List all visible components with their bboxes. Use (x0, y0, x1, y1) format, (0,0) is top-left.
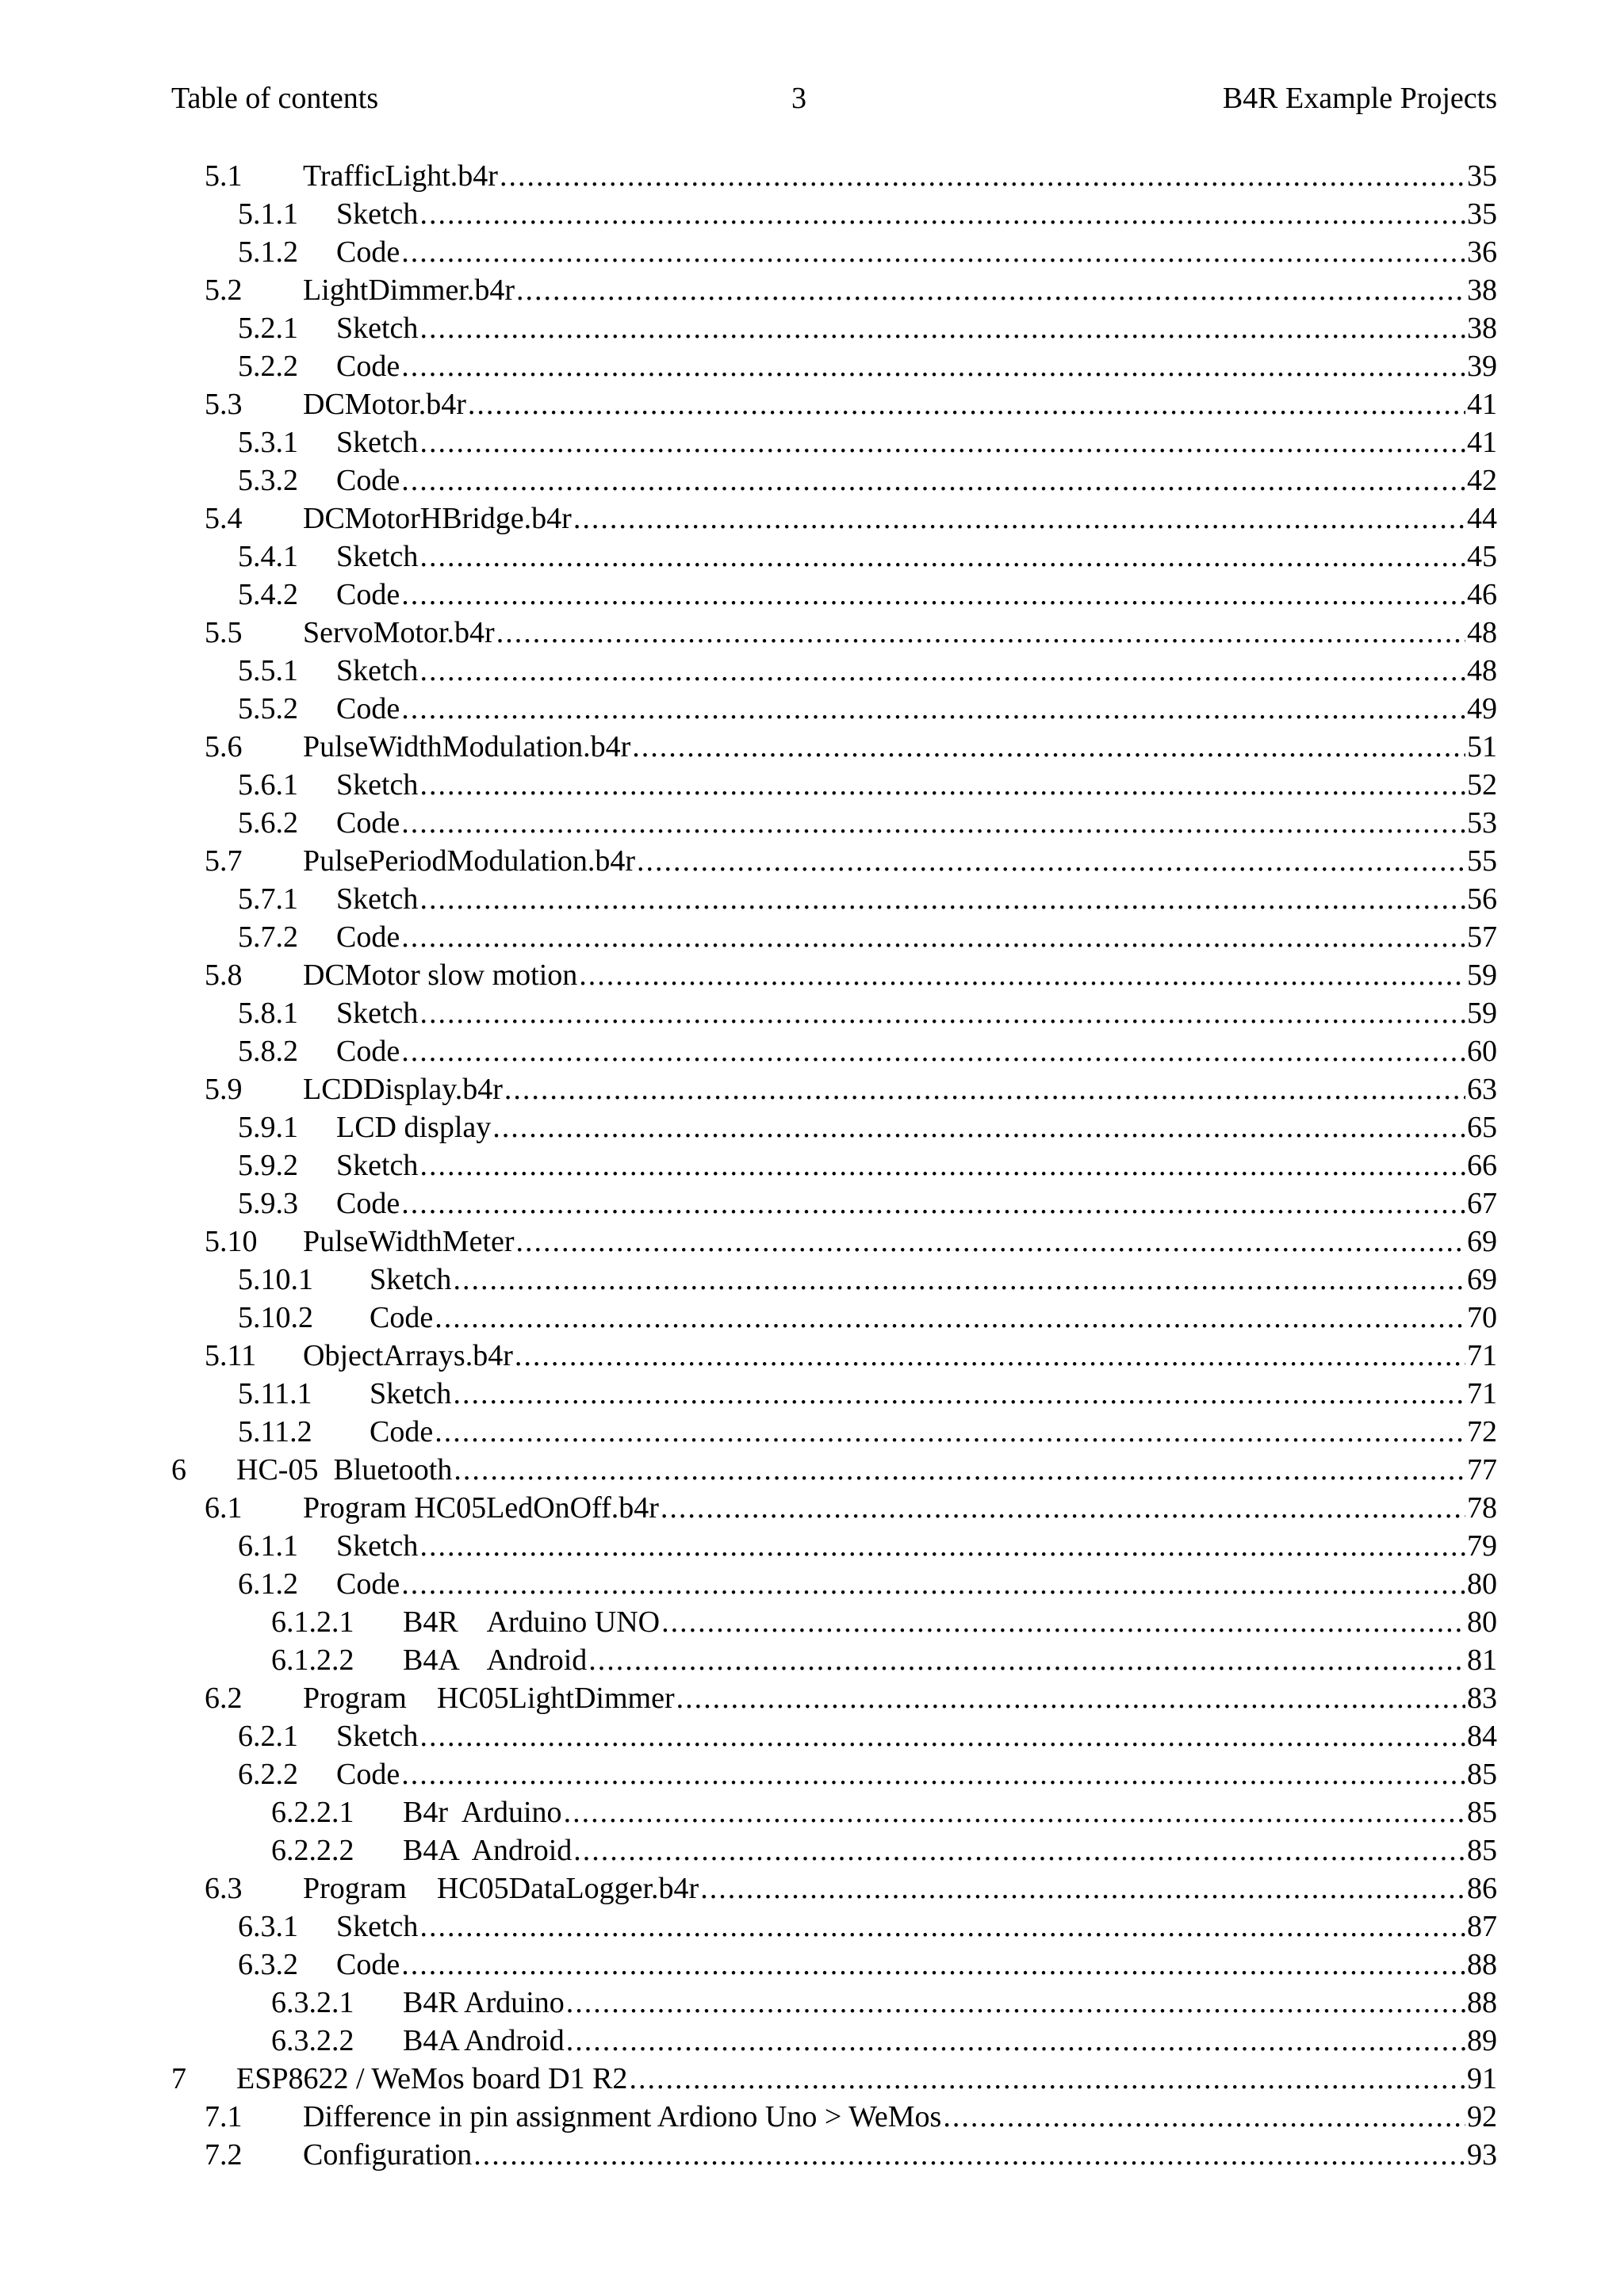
toc-dot-leader (661, 1603, 1465, 1641)
toc-dot-leader (473, 2136, 1465, 2174)
toc-entry[interactable] (171, 1375, 1497, 1413)
header-page-number: 3 (791, 82, 806, 115)
toc-entry-title: Sketch (336, 654, 419, 687)
toc-entry-number: 6.3.2.1 (271, 1986, 354, 2019)
toc-entry-number: 5.5.2 (238, 692, 298, 725)
toc-entry-number: 5.10.2 (238, 1301, 313, 1334)
toc-entry-page: 92 (1467, 2100, 1497, 2133)
toc-entry-number: 5.11.1 (238, 1377, 312, 1410)
toc-dot-leader (419, 766, 1465, 804)
toc-entry-title: Sketch (336, 1910, 419, 1943)
toc-entry-title: Code (336, 1567, 400, 1601)
toc-entry-number: 6.3.2.2 (271, 2024, 354, 2057)
toc-entry[interactable] (171, 956, 1497, 994)
toc-entry[interactable] (171, 576, 1497, 614)
toc-entry[interactable] (171, 994, 1497, 1032)
toc-entry[interactable] (171, 1146, 1497, 1184)
toc-entry[interactable] (171, 1603, 1497, 1641)
toc-dot-leader (419, 423, 1465, 461)
toc-entry[interactable] (171, 1299, 1497, 1337)
toc-entry-page: 80 (1467, 1567, 1497, 1601)
toc-entry-title: Sketch (336, 1720, 419, 1753)
toc-entry-number: 5.3 (205, 388, 243, 421)
toc-entry-page: 88 (1467, 1986, 1497, 2019)
toc-entry[interactable] (171, 1869, 1497, 1908)
toc-entry-number: 5.6.2 (238, 806, 298, 840)
toc-entry-page: 91 (1467, 2062, 1497, 2095)
toc-entry-number: 5.9.1 (238, 1111, 298, 1144)
toc-entry-number: 5.4.1 (238, 540, 298, 573)
toc-entry-title: Code (336, 578, 400, 611)
toc-entry-title: Sketch (370, 1377, 452, 1410)
toc-entry-number: 6.1.2.1 (271, 1605, 354, 1639)
toc-entry-number: 5.2 (205, 274, 243, 307)
toc-entry-page: 83 (1467, 1682, 1497, 1715)
toc-entry[interactable] (171, 1946, 1497, 1984)
toc-entry-number: 5.2.1 (238, 312, 298, 345)
toc-entry-page: 65 (1467, 1111, 1497, 1144)
toc-entry-page: 70 (1467, 1301, 1497, 1334)
toc-entry-page: 49 (1467, 692, 1497, 725)
toc-dot-leader (504, 1070, 1465, 1108)
toc-entry-page: 53 (1467, 806, 1497, 840)
toc-entry-title: Code (336, 464, 400, 497)
toc-dot-leader (573, 1831, 1465, 1869)
toc-entry[interactable] (171, 728, 1497, 766)
toc-entry-number: 5.11.2 (238, 1415, 312, 1448)
toc-entry-title: Code (336, 1187, 400, 1220)
toc-entry-page: 71 (1467, 1339, 1497, 1372)
toc-dot-leader (419, 1717, 1465, 1755)
toc-entry-title: DCMotor.b4r (303, 388, 466, 421)
toc-dot-leader (419, 1527, 1465, 1565)
toc-entry[interactable] (171, 2098, 1497, 2136)
toc-entry[interactable] (171, 1070, 1497, 1108)
toc-dot-leader (573, 499, 1465, 538)
toc-entry-title: DCMotor slow motion (303, 959, 578, 992)
toc-dot-leader (419, 195, 1465, 233)
toc-entry-page: 52 (1467, 768, 1497, 802)
toc-dot-leader (453, 1261, 1465, 1299)
toc-entry[interactable] (171, 347, 1497, 385)
toc-entry[interactable] (171, 1755, 1497, 1793)
toc-entry-page: 85 (1467, 1834, 1497, 1867)
toc-entry-title: Sketch (336, 197, 419, 231)
toc-dot-leader (435, 1299, 1465, 1337)
toc-entry-page: 77 (1467, 1453, 1497, 1487)
toc-entry-number: 5.4.2 (238, 578, 298, 611)
toc-entry-title: Code (336, 1758, 400, 1791)
toc-entry-number: 6.2 (205, 1682, 243, 1715)
toc-entry-number: 5.9.2 (238, 1149, 298, 1182)
toc-entry-page: 41 (1467, 388, 1497, 421)
toc-entry-title: ESP8622 / WeMos board D1 R2 (236, 2062, 628, 2095)
toc-entry-number: 5.6 (205, 730, 243, 763)
toc-entry-title: B4R Arduino (403, 1986, 565, 2019)
toc-entry[interactable] (171, 1489, 1497, 1527)
toc-entry-page: 63 (1467, 1073, 1497, 1106)
toc-entry-number: 6.2.2.1 (271, 1796, 354, 1829)
toc-entry-page: 39 (1467, 350, 1497, 383)
toc-entry-number: 5.9.3 (238, 1187, 298, 1220)
toc-entry[interactable] (171, 652, 1497, 690)
toc-entry[interactable] (171, 233, 1497, 271)
toc-entry-page: 72 (1467, 1415, 1497, 1448)
toc-entry-number: 7.1 (205, 2100, 243, 2133)
toc-entry[interactable] (171, 423, 1497, 461)
toc-dot-leader (943, 2098, 1465, 2136)
toc-entry-number: 6.2.1 (238, 1720, 298, 1753)
toc-entry-title: B4A Android (403, 1644, 588, 1677)
toc-entry[interactable] (171, 842, 1497, 880)
toc-entry-page: 38 (1467, 312, 1497, 345)
toc-dot-leader (566, 2022, 1465, 2060)
toc-dot-leader (419, 1146, 1465, 1184)
toc-entry-title: B4A Android (403, 1834, 573, 1867)
toc-entry-page: 59 (1467, 959, 1497, 992)
toc-entry[interactable] (171, 538, 1497, 576)
toc-dot-leader (419, 880, 1465, 918)
toc-entry-page: 41 (1467, 426, 1497, 459)
toc-entry-title: B4A Android (403, 2024, 565, 2057)
toc-entry-page: 81 (1467, 1644, 1497, 1677)
toc-entry[interactable] (171, 1451, 1497, 1489)
toc-entry[interactable] (171, 1108, 1497, 1146)
toc-dot-leader (515, 1337, 1465, 1375)
toc-entry-title: Program HC05DataLogger.b4r (303, 1872, 699, 1905)
toc-entry-title: ServoMotor.b4r (303, 616, 495, 649)
toc-entry-page: 79 (1467, 1529, 1497, 1563)
toc-entry-title: HC-05 Bluetooth (236, 1453, 453, 1487)
toc-entry-number: 5.10 (205, 1225, 258, 1258)
toc-entry-number: 6.3.1 (238, 1910, 298, 1943)
toc-entry[interactable] (171, 461, 1497, 499)
toc-dot-leader (500, 157, 1465, 195)
toc-entry-title: LCDDisplay.b4r (303, 1073, 503, 1106)
toc-entry-title: PulseWidthModulation.b4r (303, 730, 631, 763)
toc-entry-title: Sketch (336, 312, 419, 345)
toc-entry-page: 93 (1467, 2138, 1497, 2172)
toc-entry-title: Sketch (370, 1263, 452, 1296)
toc-entry-title: Sketch (336, 426, 419, 459)
toc-entry-page: 86 (1467, 1872, 1497, 1905)
toc-entry-page: 38 (1467, 274, 1497, 307)
toc-entry[interactable] (171, 1032, 1497, 1070)
toc-dot-leader (401, 1184, 1465, 1223)
toc-entry[interactable] (171, 690, 1497, 728)
toc-entry[interactable] (171, 1717, 1497, 1755)
toc-entry-title: Code (336, 235, 400, 269)
toc-entry[interactable] (171, 157, 1497, 195)
toc-entry-page: 59 (1467, 997, 1497, 1030)
toc-entry[interactable] (171, 1413, 1497, 1451)
toc-entry-page: 48 (1467, 654, 1497, 687)
toc-entry-number: 6.1.1 (238, 1529, 298, 1563)
toc-entry-number: 5.9 (205, 1073, 243, 1106)
toc-dot-leader (419, 1908, 1465, 1946)
toc-entry-number: 6.1 (205, 1491, 243, 1525)
toc-entry[interactable] (171, 2022, 1497, 2060)
toc-entry-title: Code (336, 806, 400, 840)
toc-entry-number: 6.1.2 (238, 1567, 298, 1601)
toc-entry[interactable] (171, 2136, 1497, 2174)
toc-entry-title: Code (336, 350, 400, 383)
toc-entry[interactable] (171, 804, 1497, 842)
toc-entry-page: 67 (1467, 1187, 1497, 1220)
toc-dot-leader (454, 1451, 1465, 1489)
toc-entry-number: 5.1.2 (238, 235, 298, 269)
toc-entry-number: 5.8.1 (238, 997, 298, 1030)
toc-dot-leader (419, 309, 1465, 347)
toc-entry-title: Sketch (336, 997, 419, 1030)
toc-dot-leader (566, 1984, 1465, 2022)
toc-entry-title: PulseWidthMeter (303, 1225, 515, 1258)
toc-entry[interactable] (171, 2060, 1497, 2098)
toc-dot-leader (401, 1565, 1465, 1603)
toc-dot-leader (468, 385, 1465, 423)
header-section-title: Table of contents (171, 82, 379, 115)
toc-entry[interactable] (171, 1261, 1497, 1299)
toc-entry-title: LCD display (336, 1111, 492, 1144)
toc-entry-number: 5.11 (205, 1339, 257, 1372)
toc-entry[interactable] (171, 271, 1497, 309)
toc-entry-number: 6.2.2.2 (271, 1834, 354, 1867)
toc-entry-number: 5.4 (205, 502, 243, 535)
toc-entry-number: 5.8.2 (238, 1035, 298, 1068)
toc-entry[interactable] (171, 1565, 1497, 1603)
toc-entry-title: Code (336, 692, 400, 725)
toc-entry-page: 45 (1467, 540, 1497, 573)
toc-entry-number: 6.2.2 (238, 1758, 298, 1791)
toc-entry-title: Code (336, 1948, 400, 1981)
toc-dot-leader (516, 1223, 1465, 1261)
toc-dot-leader (453, 1375, 1465, 1413)
toc-dot-leader (401, 804, 1465, 842)
toc-entry[interactable] (171, 1337, 1497, 1375)
toc-dot-leader (401, 918, 1465, 956)
toc-entry[interactable] (171, 1223, 1497, 1261)
toc-entry-title: Sketch (336, 1529, 419, 1563)
toc-entry[interactable] (171, 1527, 1497, 1565)
toc-dot-leader (637, 842, 1465, 880)
toc-entry-number: 6 (171, 1453, 186, 1487)
toc-entry-page: 84 (1467, 1720, 1497, 1753)
toc-entry-page: 36 (1467, 235, 1497, 269)
toc-entry-number: 5.1.1 (238, 197, 298, 231)
toc-entry-number: 5.3.1 (238, 426, 298, 459)
toc-entry-title: Code (370, 1415, 434, 1448)
toc-entry-page: 78 (1467, 1491, 1497, 1525)
toc-entry-page: 56 (1467, 882, 1497, 916)
toc-entry-page: 87 (1467, 1910, 1497, 1943)
toc-entry-number: 5.5.1 (238, 654, 298, 687)
toc-entry-number: 7.2 (205, 2138, 243, 2172)
toc-entry-title: LightDimmer.b4r (303, 274, 515, 307)
toc-entry-title: Program HC05LedOnOff.b4r (303, 1491, 659, 1525)
toc-dot-leader (492, 1108, 1465, 1146)
toc-entry-page: 48 (1467, 616, 1497, 649)
toc-entry-page: 55 (1467, 844, 1497, 878)
toc-entry-title: ObjectArrays.b4r (303, 1339, 513, 1372)
toc-entry-title: TrafficLight.b4r (303, 159, 498, 193)
toc-entry-number: 5.3.2 (238, 464, 298, 497)
toc-dot-leader (419, 652, 1465, 690)
toc-entry[interactable] (171, 880, 1497, 918)
toc-entry-title: Program HC05LightDimmer (303, 1682, 675, 1715)
toc-entry-number: 6.3 (205, 1872, 243, 1905)
toc-entry-number: 5.7.1 (238, 882, 298, 916)
toc-entry-page: 69 (1467, 1263, 1497, 1296)
toc-entry-page: 69 (1467, 1225, 1497, 1258)
toc-entry-number: 5.10.1 (238, 1263, 313, 1296)
toc-entry-page: 88 (1467, 1948, 1497, 1981)
toc-entry-title: B4R Arduino UNO (403, 1605, 661, 1639)
toc-dot-leader (401, 1946, 1465, 1984)
toc-entry[interactable] (171, 309, 1497, 347)
toc-entry-number: 5.7 (205, 844, 243, 878)
toc-dot-leader (676, 1679, 1465, 1717)
toc-entry[interactable] (171, 1641, 1497, 1679)
toc-entry-title: Sketch (336, 882, 419, 916)
header-document-title: B4R Example Projects (1222, 82, 1497, 115)
toc-dot-leader (401, 690, 1465, 728)
toc-entry-title: Code (336, 920, 400, 954)
toc-entry-title: Sketch (336, 1149, 419, 1182)
toc-entry-number: 7 (171, 2062, 186, 2095)
toc-entry-page: 80 (1467, 1605, 1497, 1639)
toc-entry-page: 71 (1467, 1377, 1497, 1410)
toc-entry-title: Sketch (336, 540, 419, 573)
toc-dot-leader (401, 576, 1465, 614)
toc-entry-page: 60 (1467, 1035, 1497, 1068)
toc-entry-page: 46 (1467, 578, 1497, 611)
toc-dot-leader (401, 1755, 1465, 1793)
toc-entry-page: 44 (1467, 502, 1497, 535)
toc-entry[interactable] (171, 1679, 1497, 1717)
toc-entry-title: Code (370, 1301, 434, 1334)
toc-dot-leader (588, 1641, 1465, 1679)
toc-dot-leader (632, 728, 1465, 766)
toc-entry[interactable] (171, 766, 1497, 804)
toc-dot-leader (661, 1489, 1465, 1527)
toc-entry-title: B4r Arduino (403, 1796, 562, 1829)
page-header (171, 76, 1497, 121)
toc-dot-leader (401, 1032, 1465, 1070)
toc-dot-leader (419, 538, 1465, 576)
toc-entry[interactable] (171, 1184, 1497, 1223)
toc-entry[interactable] (171, 1831, 1497, 1869)
toc-dot-leader (401, 233, 1465, 271)
toc-entry[interactable] (171, 1908, 1497, 1946)
toc-dot-leader (579, 956, 1465, 994)
toc-entry[interactable] (171, 385, 1497, 423)
toc-dot-leader (516, 271, 1465, 309)
toc-dot-leader (419, 994, 1465, 1032)
toc-entry[interactable] (171, 918, 1497, 956)
toc-entry[interactable] (171, 1984, 1497, 2022)
toc-dot-leader (401, 461, 1465, 499)
toc-entry-title: Code (336, 1035, 400, 1068)
toc-entry-title: Sketch (336, 768, 419, 802)
toc-entry-page: 35 (1467, 197, 1497, 231)
toc-dot-leader (401, 347, 1465, 385)
toc-entry-number: 6.3.2 (238, 1948, 298, 1981)
toc-entry[interactable] (171, 1793, 1497, 1831)
toc-entry[interactable] (171, 499, 1497, 538)
toc-entry[interactable] (171, 195, 1497, 233)
toc-entry-page: 85 (1467, 1796, 1497, 1829)
toc-entry-page: 57 (1467, 920, 1497, 954)
toc-dot-leader (564, 1793, 1465, 1831)
toc-entry-page: 66 (1467, 1149, 1497, 1182)
toc-entry-page: 42 (1467, 464, 1497, 497)
toc-entry-page: 35 (1467, 159, 1497, 193)
toc-dot-leader (629, 2060, 1465, 2098)
toc-entry-number: 5.1 (205, 159, 243, 193)
toc-entry-number: 6.1.2.2 (271, 1644, 354, 1677)
toc-entry-title: Difference in pin assignment Ardiono Uno > WeMos (303, 2100, 942, 2133)
toc-entry-number: 5.8 (205, 959, 243, 992)
toc-dot-leader (700, 1869, 1465, 1908)
toc-entry-number: 5.2.2 (238, 350, 298, 383)
toc-entry-page: 85 (1467, 1758, 1497, 1791)
toc-entry-number: 5.5 (205, 616, 243, 649)
table-of-contents (171, 157, 1497, 2174)
toc-entry-title: Configuration (303, 2138, 473, 2172)
toc-entry-number: 5.6.1 (238, 768, 298, 802)
toc-entry[interactable] (171, 614, 1497, 652)
toc-dot-leader (496, 614, 1465, 652)
toc-entry-page: 89 (1467, 2024, 1497, 2057)
toc-entry-title: DCMotorHBridge.b4r (303, 502, 572, 535)
toc-entry-page: 51 (1467, 730, 1497, 763)
toc-dot-leader (435, 1413, 1465, 1451)
toc-entry-title: PulsePeriodModulation.b4r (303, 844, 636, 878)
toc-entry-number: 5.7.2 (238, 920, 298, 954)
